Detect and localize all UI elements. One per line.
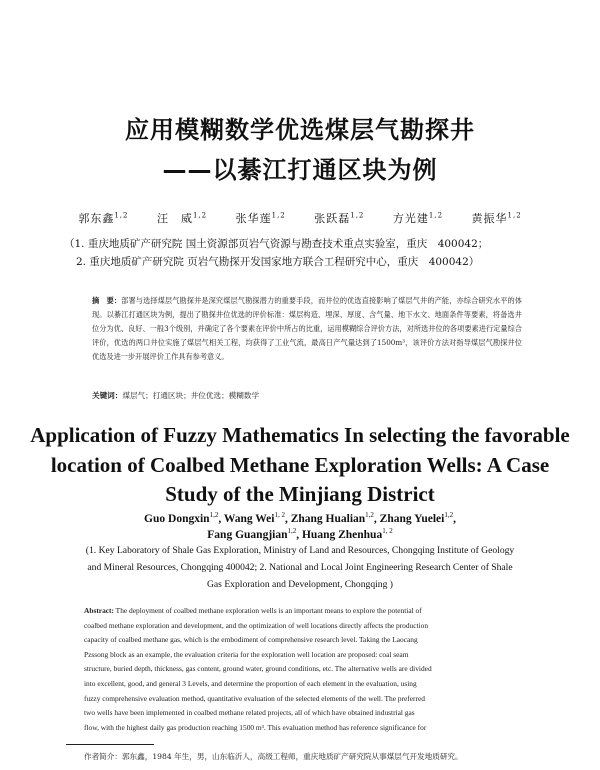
english-author-list-line-1: [0, 511, 600, 525]
cn-author: [236, 212, 286, 225]
english-abstract-line: capacity of coalbed methane gas, which is the embodiment of comprehensive research level. Taking the Laocang: [84, 635, 418, 645]
cn-author-affil-mark: 1,2: [507, 211, 522, 220]
english-abstract: [84, 604, 528, 735]
chinese-keywords-text: 煤层气；打通区块；井位优选；模糊数学: [122, 391, 260, 400]
english-author-list-line-2: [0, 527, 600, 541]
english-title-line-1: Application of Fuzzy Mathematics In selecting the favorable: [30, 423, 570, 447]
en-author: [302, 529, 393, 541]
en-author: [144, 513, 224, 525]
author-bio-footnote: 作者简介：郭东鑫，1984 年生，男，山东临沂人，高级工程师，重庆地质矿产研究院从事煤层气开发地质研究。: [84, 752, 463, 761]
cn-author: [393, 212, 443, 225]
en-author-name: Huang Zhenhua: [301, 528, 383, 541]
cn-author: [157, 212, 207, 225]
footnote-divider: [66, 744, 154, 745]
english-abstract-line: coalbed methane exploration and development, and the optimization of well locations directly affects the production: [84, 620, 429, 630]
chinese-keywords-label: 关键词：: [92, 391, 123, 400]
english-abstract-line: [84, 604, 528, 619]
en-author: [224, 513, 291, 525]
english-title-line-2: location of Coalbed Methane Exploration Wells: A Case: [50, 453, 550, 477]
cn-author-name: 张跃磊: [314, 212, 351, 225]
chinese-author-list: [0, 210, 600, 226]
en-author-affil-mark: 1,2: [209, 511, 219, 519]
cn-author-affil-mark: 1,2: [192, 211, 208, 220]
cn-author-name: 黄振华: [471, 212, 508, 225]
chinese-affiliation-line-1: （1. 重庆地质矿产研究院 国土资源部页岩气资源与勘查技术重点实验室，重庆 400042；: [64, 238, 489, 250]
cn-author-affil-mark: 1,2: [114, 211, 129, 220]
cn-author-affil-mark: 1,2: [428, 211, 444, 220]
en-author: [291, 513, 380, 525]
cn-author-name: 方光建: [392, 212, 429, 225]
en-author-affil-mark: 1,2: [365, 511, 374, 519]
english-affiliation-line-3: Gas Exploration and Development, Chongqing ): [207, 579, 393, 590]
cn-author-name: 汪 威: [156, 212, 193, 225]
cn-author-name: 郭东鑫: [78, 212, 115, 225]
cn-author-affil-mark: 1,2: [350, 211, 365, 220]
en-author-name: Guo Dongxin: [144, 512, 210, 525]
en-author-affil-mark: 1, 2: [382, 527, 393, 535]
en-author-name: Zhang Yuelei: [379, 512, 445, 525]
en-author-name: Zhang Hualian: [290, 512, 366, 525]
en-author-affil-mark: 1,2: [287, 527, 297, 535]
cn-author: [314, 212, 364, 225]
chinese-abstract: [92, 294, 522, 364]
chinese-title-line-2: ——以綦江打通区块为例: [162, 156, 438, 184]
english-affiliation-line-1: (1. Key Laboratory of Shale Gas Exploration, Ministry of Land and Resources, Chongqing Institute of Geology: [85, 545, 515, 556]
english-abstract-line: two wells have been implemented in coalbed methane related projects, all of which have obtained industrial gas: [84, 708, 415, 718]
en-author-affil-mark: 1, 2: [274, 511, 285, 519]
cn-author-affil-mark: 1,2: [271, 211, 286, 220]
cn-author-name: 张华莲: [235, 212, 272, 225]
chinese-title-line-1: 应用模糊数学优选煤层气勘探井: [125, 116, 475, 144]
en-author-name: Wang Wei: [223, 512, 275, 525]
en-author: [380, 513, 456, 525]
english-abstract-line: structure, buried depth, thickness, gas content, ground water, ground conditions, etc. The alternative wells are divided: [84, 664, 432, 674]
english-abstract-text: The deployment of coalbed methane exploration wells is an important means to explore the potential of: [113, 606, 422, 615]
chinese-keywords: [92, 390, 522, 401]
en-author-separator: ,: [218, 512, 224, 525]
en-author-separator: ,: [373, 512, 380, 525]
cn-author: [78, 212, 128, 225]
english-abstract-line: into excellent, good, and general 3 Levels, and determine the proportion of each element in the evaluation, using: [84, 678, 417, 688]
chinese-abstract-label: 摘 要：: [92, 296, 122, 305]
english-affiliation-line-2: and Mineral Resources, Chongqing 400042; 2. National and Local Joint Engineering Research Center of Shale: [87, 562, 513, 573]
english-abstract-line: Pzssong block as an example, the evaluation criteria for the exploration well location are proposed: coal seam: [84, 649, 409, 659]
en-author-affil-mark: 1,2: [444, 511, 454, 519]
english-title-line-3: Study of the Minjiang District: [165, 482, 435, 506]
en-author-separator: ,: [296, 528, 302, 541]
cn-author: [472, 212, 522, 225]
chinese-affiliation-line-2: 2. 重庆地质矿产研究院 页岩气勘探开发国家地方联合工程研究中心，重庆 400042）: [76, 256, 480, 268]
chinese-abstract-text: 部署与选择煤层气勘探井是深究煤层气勘探潜力的重要手段，而井位的优选直接影响了煤层气井的产能，亦综合研究水平的体现。以綦江打通区块为例，提出了勘探井位优选的评价标准：煤层构造、埋深、厚度、含气量、地下水文、地面条件等要素，将备选井位分为优、良好、一般3个级别，并确定了各个要素在评价中所占的比重，运用模糊综合评价方法，对所选井位的各项要素进行定量综合评价，优选的两口井位实施了煤层气相关工程，均获得了工业气流，最高日产气量达到了1500m³，该评价方法对指导煤层气勘探井位优选及进一步开展评价工作具有参考意义。: [92, 296, 522, 361]
english-abstract-line: fuzzy comprehensive evaluation method, quantitative evaluation of the selected elements of the well. The preferred: [84, 693, 425, 703]
english-abstract-line: flow, with the highest daily gas production reaching 1500 m³. This evaluation method has reference significance for: [84, 722, 427, 732]
en-author-name: Fang Guangjian: [207, 528, 288, 541]
en-author-separator: ,: [284, 512, 291, 525]
en-author-separator: ,: [453, 512, 456, 525]
en-author: [207, 529, 302, 541]
english-abstract-label: Abstract:: [84, 606, 114, 615]
